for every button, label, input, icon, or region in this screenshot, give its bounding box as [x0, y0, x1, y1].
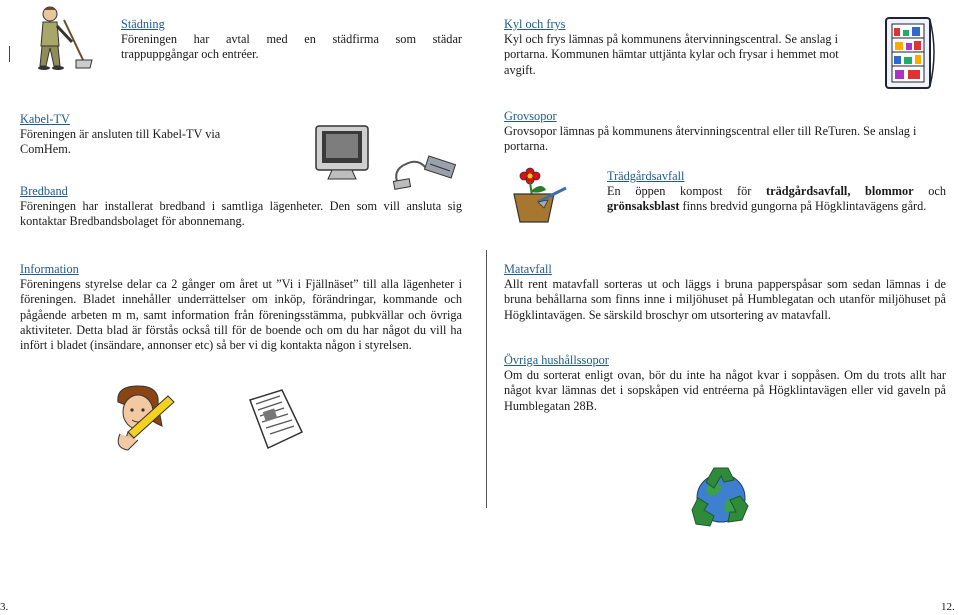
kabel-heading: Kabel-TV	[20, 112, 70, 126]
information-heading: Information	[20, 262, 79, 276]
margin-mark	[9, 46, 10, 62]
information-text: Föreningens styrelse delar ca 2 gånger om året ut ”Vi i Fjällnäset” till alla lägenheter i föreningen. Bladet innehåller underrättelser om inköp, förändringar, kommande och pågående arbeten m m, samt information från föreningsstämma, pubkvällar och övriga aktiviteter. Detta blad är förstås också till för de boende och om du har något du vill ha infört i bladet (insändare, annonser etc) så ber vi dig kontakta någon i styrelsen.	[20, 277, 462, 353]
ovriga-heading: Övriga hushållssopor	[504, 353, 609, 367]
matavfall-heading: Matavfall	[504, 262, 552, 276]
janitor-illustration	[26, 2, 98, 74]
grovsopor-heading: Grovsopor	[504, 109, 557, 123]
page-number-left: 3.	[0, 601, 9, 613]
grovsopor-text: Grovsopor lämnas på kommunens återvinningscentral eller till ReTuren. Se anslag i portarna.	[504, 124, 917, 154]
tradgard-text: En öppen kompost för trädgårdsavfall, blommor och grönsaksblast finns bredvid gungorna på Högklintavägens gård.	[607, 184, 946, 214]
tradgard-heading: Trädgårdsavfall	[607, 169, 685, 183]
kyl-text: Kyl och frys lämnas på kommunens återvinningscentral. Se anslag i portarna. Kommunen hämtar uttjänta kylar och frysar i hemmet mot avgift.	[504, 32, 839, 77]
section-tradgardsavfall	[607, 169, 946, 215]
section-information	[20, 262, 462, 353]
section-stadning	[121, 17, 462, 63]
matavfall-text: Allt rent matavfall sorteras ut och läggs i bruna papperspåsar som sedan lämnas i de bruna behållarna som finns inne i miljöhuset på Humblegatan och utanför miljöhuset på Högklintavägen. Se särskild broschyr om utsortering av matavfall.	[504, 277, 946, 322]
section-ovriga-hushallssopor	[504, 353, 946, 414]
girl-with-pencil-illustration	[108, 382, 180, 454]
fridge-illustration	[876, 12, 940, 92]
tradgard-bold-2: grönsaksblast	[607, 199, 680, 214]
bredband-text: Föreningen har installerat bredband i samtliga lägenheter. Den som vill ansluta sig kontaktar Bredbandsbolaget för abonnemang.	[20, 199, 462, 229]
ovriga-text: Om du sorterat enligt ovan, bör du inte ha något kvar i soppåsen. Om du trots allt har något kvar lämnas det i sopskåpen vid entréerna på Högklintavägen eller vid gaveln på Humblegatan 28B.	[504, 368, 946, 413]
kabel-line1: Föreningen är ansluten till Kabel-TV via	[20, 127, 221, 142]
kabel-line2: ComHem.	[20, 142, 71, 157]
tradgard-bold-1: trädgårdsavfall, blommor	[766, 184, 914, 199]
section-grovsopor	[504, 109, 946, 155]
section-kabel-tv	[20, 112, 260, 158]
bredband-heading: Bredband	[20, 184, 68, 198]
flower-pot-illustration	[508, 162, 570, 226]
stadning-line1: Föreningen har avtal med en städfirma som städar	[121, 32, 462, 47]
page-number-right: 12.	[941, 601, 955, 613]
section-bredband	[20, 184, 462, 230]
stadning-heading: Städning	[121, 17, 165, 31]
section-kyl-och-frys	[504, 17, 859, 78]
stadning-line2: trappuppgångar och entréer.	[121, 47, 259, 62]
section-matavfall	[504, 262, 946, 323]
recycle-globe-icon	[678, 456, 764, 540]
kyl-heading: Kyl och frys	[504, 17, 566, 31]
computer-monitor-illustration	[312, 122, 374, 184]
column-divider	[486, 250, 487, 508]
newspaper-illustration	[244, 386, 308, 452]
